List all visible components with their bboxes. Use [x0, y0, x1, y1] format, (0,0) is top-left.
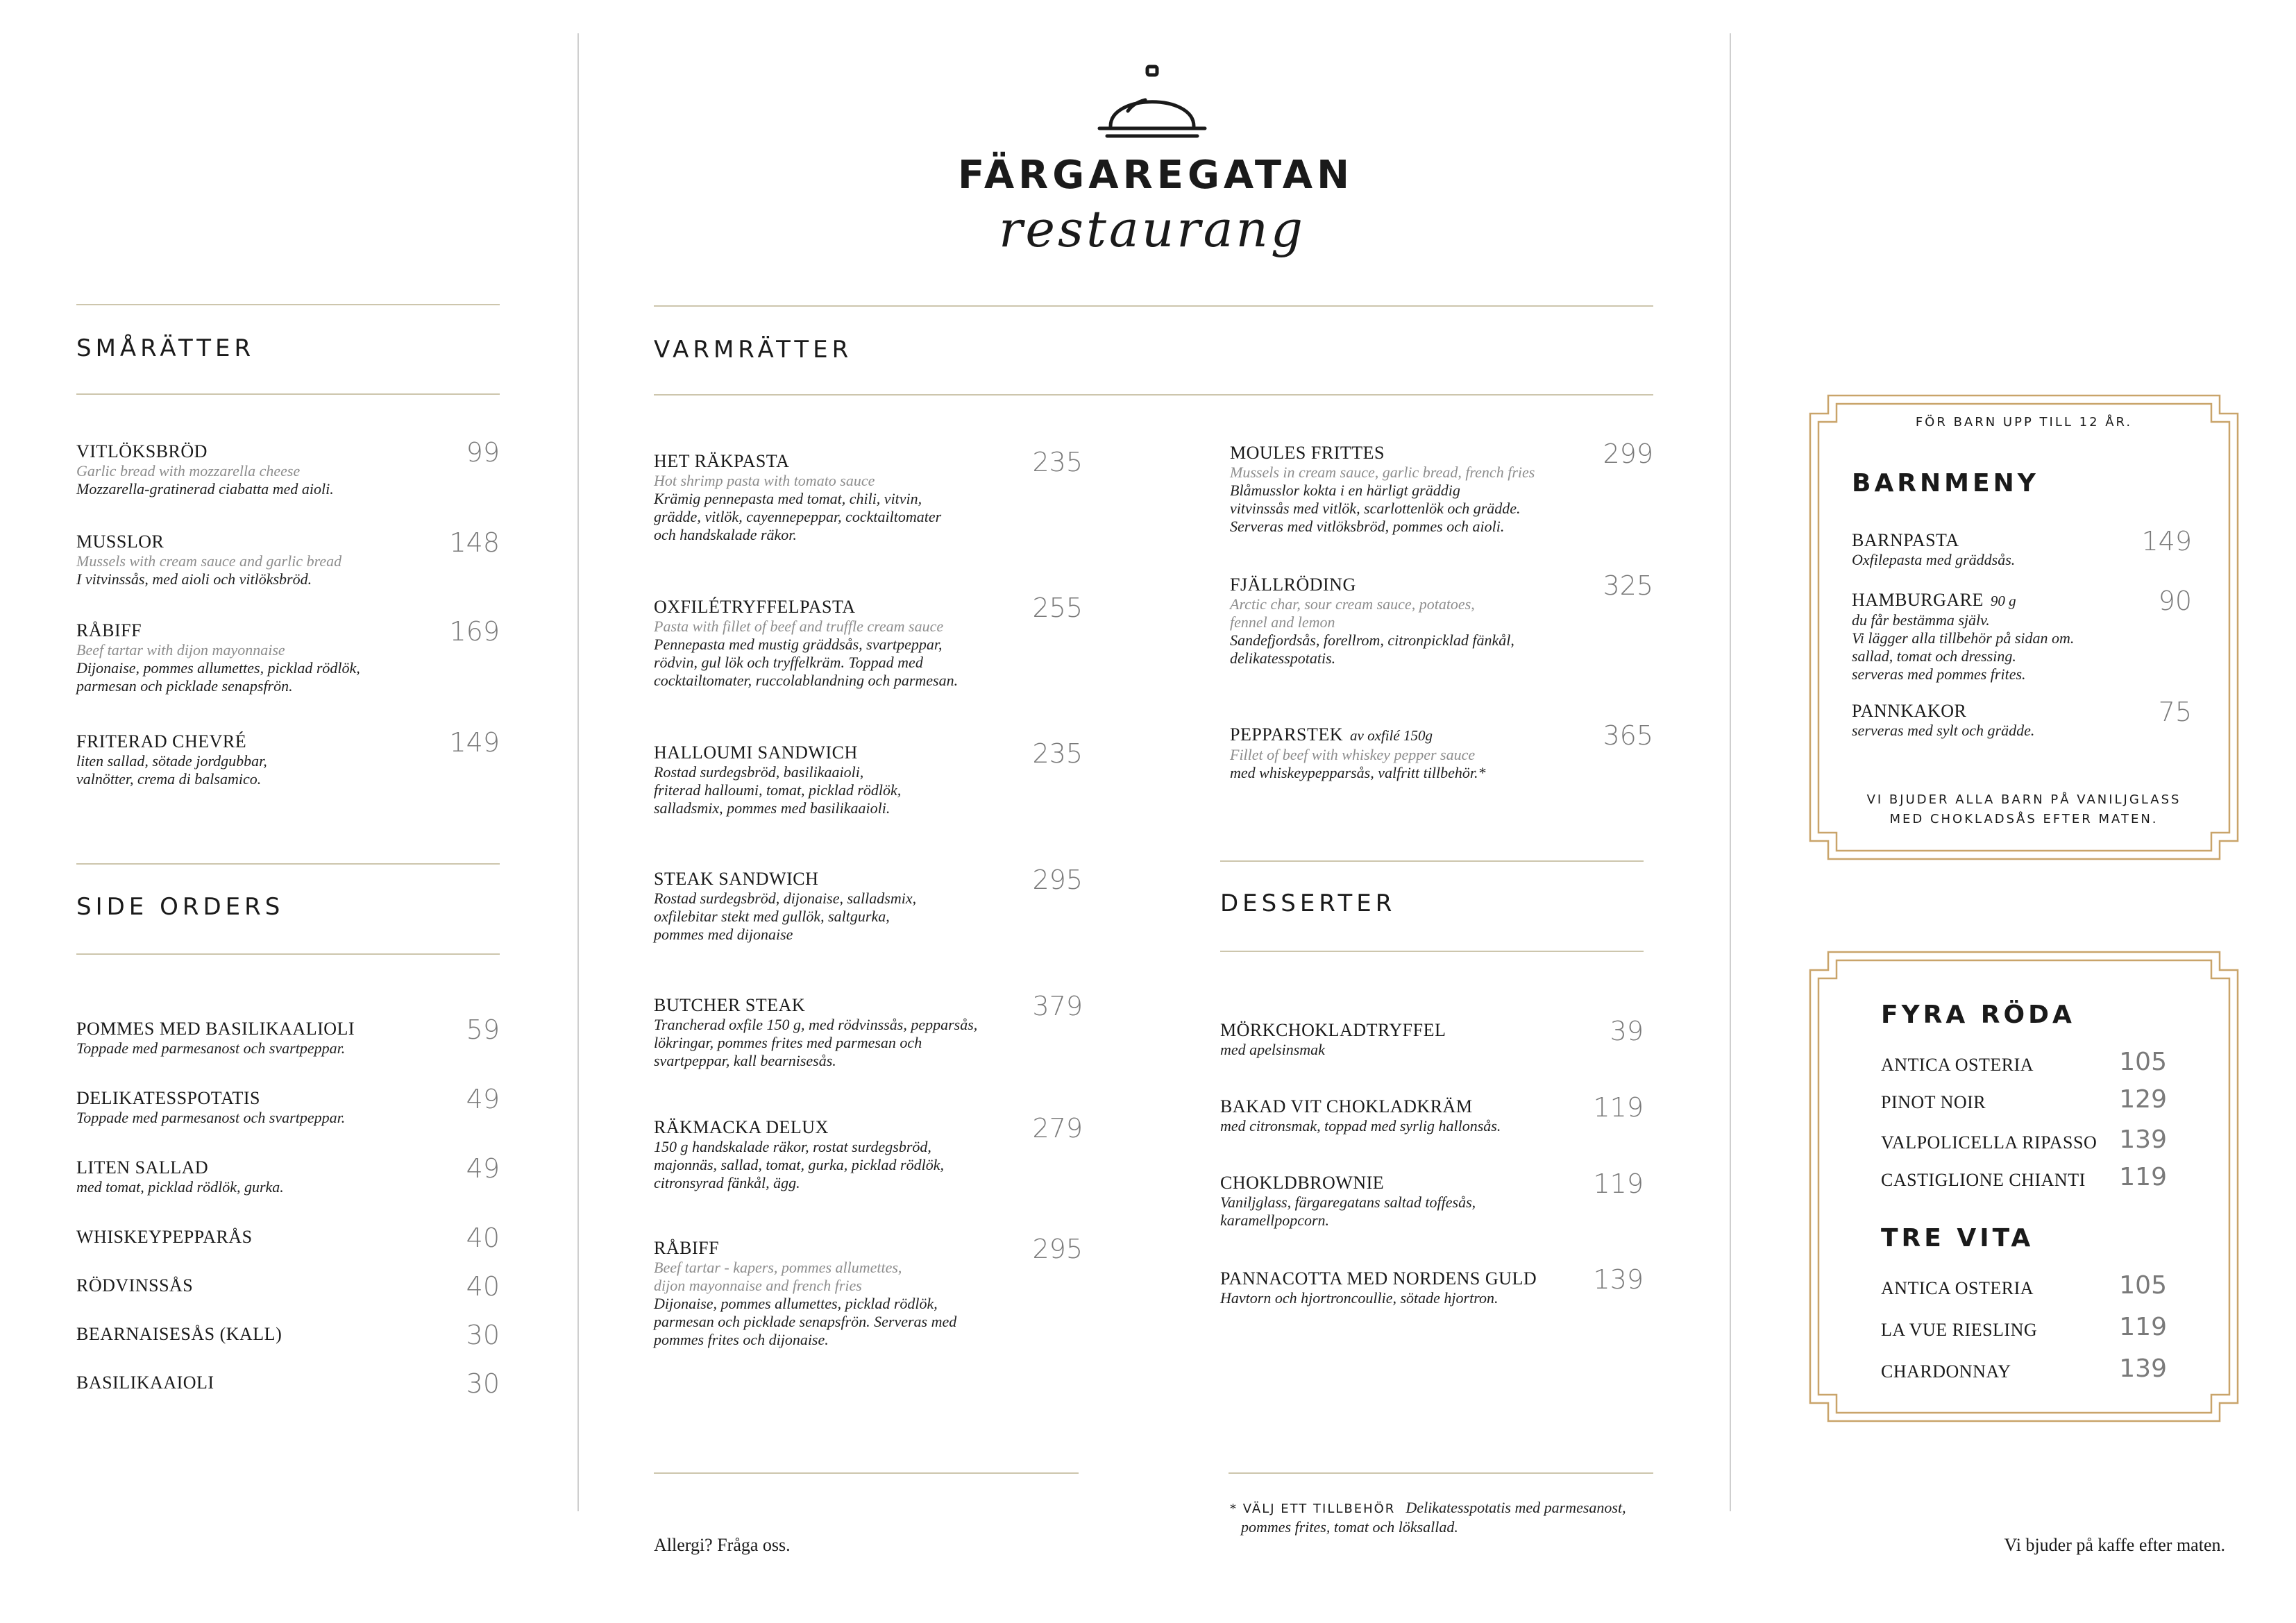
item-english: Garlic bread with mozzarella cheese — [76, 462, 301, 479]
menu-item — [654, 738, 1083, 817]
item-description: delikatesspotatis. — [1230, 649, 1336, 667]
item-description: serveras med sylt och grädde. — [1852, 722, 2035, 739]
section-title-smaratter: SMÅRÄTTER — [76, 334, 255, 362]
item-price: 295 — [1032, 865, 1083, 895]
item-description: Trancherad oxfile 150 g, med rödvinssås, pepparsås, — [654, 1016, 978, 1033]
item-price: 139 — [1593, 1264, 1644, 1295]
coffee-note: Vi bjuder på kaffe efter maten. — [2004, 1535, 2225, 1555]
item-english: Arctic char, sour cream sauce, potatoes, — [1230, 595, 1475, 613]
item-name-text: BARNPASTA — [1852, 530, 1959, 550]
item-description: rödvin, gul lök och tryffelkräm. Toppad med — [654, 654, 923, 671]
rule — [1220, 951, 1644, 952]
item-price: 325 — [1603, 570, 1653, 601]
item-price: 119 — [1593, 1169, 1644, 1199]
item-price: 365 — [1603, 720, 1653, 751]
item-description: parmesan och picklade senapsfrön. — [76, 677, 293, 695]
wine-name: ANTICA OSTERIA — [1881, 1055, 2034, 1075]
wine-white-title: TRE VITA — [1881, 1224, 2034, 1252]
item-description: med tomat, picklad rödlök, gurka. — [76, 1178, 284, 1196]
item-price: 169 — [449, 616, 500, 647]
item-description: du får bestämma själv. — [1852, 611, 1990, 629]
menu-item — [76, 1271, 500, 1302]
menu-item — [1230, 570, 1653, 668]
brand-name: FÄRGAREGATAN — [958, 153, 1353, 198]
menu-item — [76, 1153, 500, 1196]
item-description: Mozzarella-gratinerad ciabatta med aioli. — [76, 480, 334, 498]
menu-item — [76, 1223, 500, 1253]
item-description: lökringar, pommes frites med parmesan och — [654, 1034, 922, 1051]
item-description: med apelsinsmak — [1220, 1041, 1325, 1058]
column-divider-right — [1730, 33, 1731, 1511]
item-price: 235 — [1032, 738, 1083, 769]
rule — [76, 863, 500, 865]
menu-item — [76, 1320, 500, 1350]
item-description: salladsmix, pommes med basilikaaioli. — [654, 799, 890, 817]
item-name-text: HALLOUMI SANDWICH — [654, 742, 858, 763]
item-price: 149 — [449, 727, 500, 758]
item-description: oxfilebitar stekt med gullök, saltgurka, — [654, 908, 890, 925]
rule — [654, 394, 1653, 396]
item-price: 30 — [466, 1320, 500, 1350]
item-price: 379 — [1032, 991, 1083, 1021]
item-name-text: MOULES FRITTES — [1230, 443, 1385, 463]
wine-name: VALPOLICELLA RIPASSO — [1881, 1132, 2097, 1153]
item-description: pommes frites och dijonaise. — [654, 1331, 829, 1348]
item-description: Oxfilepasta med gräddsås. — [1852, 551, 2016, 568]
item-price: 59 — [466, 1014, 500, 1045]
menu-item — [1852, 586, 2192, 683]
item-name-text: BAKAD VIT CHOKLADKRÄM — [1220, 1096, 1473, 1116]
item-english: Fillet of beef with whiskey pepper sauce — [1230, 746, 1476, 763]
menu-item — [654, 991, 1083, 1070]
side-choice-note — [1230, 1499, 1626, 1538]
item-description: Toppade med parmesanost och svartpeppar. — [76, 1039, 346, 1057]
item-english: dijon mayonnaise and french fries — [654, 1277, 862, 1294]
item-description: I vitvinssås, med aioli och vitlöksbröd. — [76, 570, 312, 588]
item-price: 149 — [2141, 526, 2192, 556]
item-english: Pasta with fillet of beef and truffle cream sauce — [654, 618, 944, 635]
item-price: 295 — [1032, 1234, 1083, 1264]
item-description: 150 g handskalade räkor, rostat surdegsbröd, — [654, 1138, 931, 1155]
item-price: 99 — [466, 437, 500, 468]
wine-name: CASTIGLIONE CHIANTI — [1881, 1170, 2086, 1190]
side-choice-label: * VÄLJ ETT TILLBEHÖR — [1230, 1502, 1396, 1516]
item-english: Mussels in cream sauce, garlic bread, french fries — [1230, 464, 1535, 481]
item-description: svartpeppar, kall bearnisesås. — [654, 1052, 836, 1069]
item-description: Havtorn och hjortroncoullie, sötade hjortron. — [1220, 1289, 1499, 1307]
item-description: karamellpopcorn. — [1220, 1212, 1330, 1229]
item-description: sallad, tomat och dressing. — [1852, 647, 2016, 665]
menu-item — [654, 447, 1083, 544]
barnmeny-bottom-note-1: VI BJUDER ALLA BARN PÅ VANILJGLASS — [1866, 792, 2181, 807]
item-name-text: PANNKAKOR — [1852, 701, 1967, 721]
wine-price: 139 — [2119, 1125, 2167, 1154]
menu-item — [1852, 526, 2192, 569]
barnmeny-age-note: FÖR BARN UPP TILL 12 ÅR. — [1915, 415, 2133, 430]
item-description: Vaniljglass, färgaregatans saltad toffesås, — [1220, 1193, 1476, 1211]
item-description: citronsyrad fänkål, ägg. — [654, 1174, 800, 1191]
menu-item — [76, 616, 500, 695]
item-price: 255 — [1032, 593, 1083, 623]
menu-item — [76, 437, 500, 498]
item-description: liten sallad, sötade jordgubbar, — [76, 752, 267, 770]
item-description: med citronsmak, toppad med syrlig hallonsås. — [1220, 1117, 1501, 1135]
menu-item — [1220, 1092, 1644, 1135]
item-name-text: VITLÖKSBRÖD — [76, 441, 208, 461]
item-name-text: HET RÄKPASTA — [654, 451, 790, 471]
item-name-text: RÄKMACKA DELUX — [654, 1117, 829, 1137]
menu-item — [1230, 720, 1653, 782]
item-description: Vi lägger alla tillbehör på sidan om. — [1852, 629, 2075, 647]
item-description: Serveras med vitlöksbröd, pommes och aioli. — [1230, 518, 1505, 535]
wine-price: 139 — [2119, 1354, 2167, 1383]
rule — [654, 305, 1653, 307]
item-price: 299 — [1603, 439, 1653, 469]
menu-item — [76, 527, 500, 588]
rule — [1220, 860, 1644, 862]
wine-red-title: FYRA RÖDA — [1881, 1001, 2075, 1029]
item-description: parmesan och picklade senapsfrön. Serveras med — [654, 1313, 957, 1330]
item-description: friterad halloumi, tomat, picklad rödlök, — [654, 781, 902, 799]
item-description: med whiskeypepparsås, valfritt tillbehör.* — [1230, 764, 1486, 781]
wine-price: 105 — [2119, 1048, 2167, 1076]
item-description: Rostad surdegsbröd, dijonaise, salladsmix, — [654, 890, 917, 907]
item-name-text: DELIKATESSPOTATIS — [76, 1088, 260, 1108]
item-name-text: OXFILÉTRYFFELPASTA — [654, 597, 856, 617]
item-name-text: BEARNAISESÅS (KALL) — [76, 1324, 282, 1344]
wine-price: 119 — [2119, 1163, 2167, 1191]
item-name-text: MÖRKCHOKLADTRYFFEL — [1220, 1020, 1446, 1040]
column-divider-left — [577, 33, 579, 1511]
cloche-icon — [958, 62, 1347, 146]
section-title-side-orders: SIDE ORDERS — [76, 893, 285, 921]
item-name-text: STEAK SANDWICH — [654, 869, 819, 889]
item-description: och handskalade räkor. — [654, 526, 797, 543]
item-description: Sandefjordsås, forellrom, citronpicklad fänkål, — [1230, 631, 1514, 649]
item-description: vitvinssås med vitlök, scarlottenlök och grädde. — [1230, 500, 1521, 517]
side-choice-text: Delikatesspotatis med parmesanost, — [1406, 1499, 1626, 1516]
menu-item — [1220, 1016, 1644, 1059]
rule — [76, 393, 500, 395]
menu-item — [1220, 1264, 1644, 1307]
rule — [76, 304, 500, 305]
menu-item — [1230, 439, 1653, 536]
barnmeny-box — [1809, 394, 2239, 860]
menu-item — [654, 865, 1083, 944]
item-unit: av oxfilé 150g — [1350, 727, 1433, 744]
menu-item — [1220, 1169, 1644, 1230]
item-price: 90 — [2158, 586, 2192, 616]
item-english: Hot shrimp pasta with tomato sauce — [654, 472, 875, 489]
item-description: majonnäs, sallad, tomat, gurka, picklad rödlök, — [654, 1156, 944, 1173]
wine-price: 105 — [2119, 1271, 2167, 1300]
rule — [76, 953, 500, 955]
item-price: 235 — [1032, 447, 1083, 477]
wine-name: PINOT NOIR — [1881, 1092, 1986, 1112]
item-description: serveras med pommes frites. — [1852, 665, 2026, 683]
item-price: 119 — [1593, 1092, 1644, 1123]
item-price: 30 — [466, 1368, 500, 1399]
item-price: 40 — [466, 1223, 500, 1253]
logo — [958, 62, 1353, 271]
item-english: Beef tartar - kapers, pommes allumettes, — [654, 1259, 902, 1276]
item-name-text: POMMES MED BASILIKAALIOLI — [76, 1019, 355, 1039]
item-name-text: RÅBIFF — [654, 1238, 720, 1258]
item-name-text: CHOKLDBROWNIE — [1220, 1173, 1385, 1193]
item-price: 40 — [466, 1271, 500, 1302]
menu-item — [654, 593, 1083, 690]
item-name-text: LITEN SALLAD — [76, 1157, 209, 1178]
wine-name: ANTICA OSTERIA — [1881, 1278, 2034, 1298]
item-name-text: MUSSLOR — [76, 532, 164, 552]
item-name-text: FRITERAD CHEVRÉ — [76, 731, 247, 751]
side-choice-text-2: pommes frites, tomat och löksallad. — [1241, 1518, 1458, 1536]
item-price: 39 — [1610, 1016, 1644, 1046]
item-english: Mussels with cream sauce and garlic bread — [76, 552, 342, 570]
item-price: 148 — [449, 527, 500, 558]
item-description: cocktailtomater, ruccolablandning och parmesan. — [654, 672, 959, 689]
item-english: Beef tartar with dijon mayonnaise — [76, 641, 285, 658]
item-description: Dijonaise, pommes allumettes, picklad rödlök, — [76, 659, 360, 677]
menu-item — [1852, 697, 2192, 740]
item-description: Dijonaise, pommes allumettes, picklad rödlök, — [654, 1295, 938, 1312]
item-description: Blåmusslor kokta i en härligt gräddig — [1230, 482, 1460, 499]
item-description: Krämig pennepasta med tomat, chili, vitvin, — [654, 490, 922, 507]
item-name-text: PANNACOTTA MED NORDENS GULD — [1220, 1268, 1537, 1289]
item-description: Pennepasta med mustig gräddsås, svartpeppar, — [654, 636, 943, 653]
item-name-text: RÅBIFF — [76, 620, 142, 640]
menu-item — [76, 1014, 500, 1057]
item-name-text: HAMBURGARE — [1852, 590, 1984, 610]
item-description: Toppade med parmesanost och svartpeppar. — [76, 1109, 346, 1126]
wine-name: LA VUE RIESLING — [1881, 1320, 2038, 1340]
rule — [654, 1472, 1079, 1474]
item-name-text: BASILIKAAIOLI — [76, 1373, 214, 1393]
section-title-desserter: DESSERTER — [1220, 890, 1396, 917]
item-price: 279 — [1032, 1113, 1083, 1144]
menu-item — [654, 1113, 1083, 1192]
barnmeny-title: BARNMENY — [1852, 469, 2039, 498]
menu-item — [654, 1234, 1083, 1349]
item-price: 49 — [466, 1153, 500, 1184]
section-title-varmratter: VARMRÄTTER — [654, 336, 853, 364]
item-name-text: FJÄLLRÖDING — [1230, 575, 1356, 595]
item-english: fennel and lemon — [1230, 613, 1335, 631]
item-description: grädde, vitlök, cayennepeppar, cocktailtomater — [654, 508, 942, 525]
item-name-text: WHISKEYPEPPARÅS — [76, 1227, 253, 1247]
barnmeny-bottom-note-2: MED CHOKLADSÅS EFTER MATEN. — [1889, 812, 2159, 826]
item-description: Rostad surdegsbröd, basilikaaioli, — [654, 763, 864, 781]
rule — [1229, 1472, 1653, 1474]
item-price: 49 — [466, 1084, 500, 1114]
item-name-text: BUTCHER STEAK — [654, 995, 806, 1015]
allergy-note: Allergi? Fråga oss. — [654, 1535, 791, 1555]
menu-item — [76, 727, 500, 788]
wine-price: 119 — [2119, 1313, 2167, 1341]
item-name-text: RÖDVINSSÅS — [76, 1275, 194, 1295]
item-description: valnötter, crema di balsamico. — [76, 770, 262, 788]
wine-price: 129 — [2119, 1085, 2167, 1114]
item-unit: 90 g — [1990, 593, 2016, 609]
item-name-text: PEPPARSTEK — [1230, 724, 1343, 745]
item-price: 75 — [2158, 697, 2192, 727]
wine-box — [1809, 951, 2239, 1422]
menu-item — [76, 1084, 500, 1127]
menu-item — [76, 1368, 500, 1399]
wine-name: CHARDONNAY — [1881, 1361, 2011, 1382]
brand-subtitle: restaurang — [998, 200, 1306, 258]
item-description: pommes med dijonaise — [654, 926, 793, 943]
